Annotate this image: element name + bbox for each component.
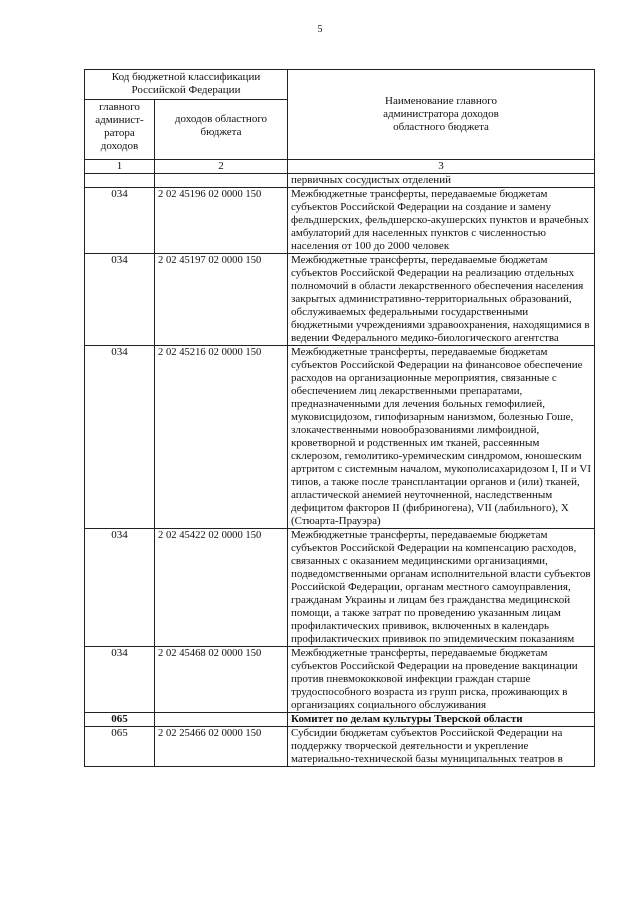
- table-row: [85, 188, 595, 254]
- admin-code: 034: [85, 346, 155, 529]
- table-row: [85, 254, 595, 346]
- committee-row: [85, 713, 595, 727]
- header-name-text: Наименование главного администратора доходов областного бюджета: [383, 95, 499, 133]
- header-row-numbers: [85, 160, 595, 174]
- budget-classification-table: [84, 69, 595, 767]
- table-row: [85, 346, 595, 529]
- header-admin: главного админист-ратора доходов: [85, 100, 155, 160]
- description: Субсидии бюджетам субъектов Российской Федерации на поддержку творческой деятельности и укрепление материально-технической базы муниципальных театров в: [288, 727, 595, 767]
- col-number-1: 1: [85, 160, 155, 174]
- kbk-code: 2 02 45196 02 0000 150: [155, 188, 288, 254]
- kbk-code: [155, 713, 288, 727]
- kbk-code: 2 02 45468 02 0000 150: [155, 647, 288, 713]
- description: Межбюджетные трансферты, передаваемые бюджетам субъектов Российской Федерации на проведение вакцинации против пневмококковой инфекции граждан старше трудоспособного возраста из групп риска, проживающих в организациях социального обслуживания: [288, 647, 595, 713]
- col-number-2: 2: [155, 160, 288, 174]
- kbk-code: 2 02 45197 02 0000 150: [155, 254, 288, 346]
- col-number-3: 3: [288, 160, 595, 174]
- description: Межбюджетные трансферты, передаваемые бюджетам субъектов Российской Федерации на компенсацию расходов, связанных с оказанием медицинскими организациями, подведомственными органам исполнительной власти субъектов Российской Федерации, органам местного самоуправления, гражданам Украины и лицам без гражданства медицинской помощи, а также затрат по проведению указанным лицам профилактических прививок, включенных в календарь профилактических прививок по эпидемическим показаниям: [288, 529, 595, 647]
- description: Межбюджетные трансферты, передаваемые бюджетам субъектов Российской Федерации на финансовое обеспечение расходов на организационные мероприятия, связанные с обеспечением лиц лекарственными препаратами, предназначенными для лечения больных гемофилией, муковисцидозом, гипофизарным нанизмом, болезнью Гоше, злокачественными новообразованиями лимфоидной, кроветворной и родственных им тканей, рассеянным склерозом, гемолитико-уремическим синдромом, юношеским артритом с системным началом, мукополисахаридозом I, II и VI типов, а также после трансплантации органов и (или) тканей, апластической анемией неуточненной, наследственным дефицитом факторов II (фибриногена), VII (лабильного), X (Стюарта-Прауэра): [288, 346, 595, 529]
- description: Межбюджетные трансферты, передаваемые бюджетам субъектов Российской Федерации на реализацию отдельных полномочий в области лекарственного обеспечения населения закрытых административно-территориальных образований, обслуживаемых федеральными государственными бюджетными учреждениями здравоохранения, находящимися в ведении Федерального медико-биологического агентства: [288, 254, 595, 346]
- table-row: [85, 529, 595, 647]
- header-kbk-group: Код бюджетной классификации Российской Федерации: [85, 70, 288, 100]
- kbk-code: [155, 174, 288, 188]
- description: Межбюджетные трансферты, передаваемые бюджетам субъектов Российской Федерации на создание и замену фельдшерских, фельдшерско-акушерских пунктов и врачебных амбулаторий для населенных пунктов с численностью населения от 100 до 2000 человек: [288, 188, 595, 254]
- admin-code: 034: [85, 254, 155, 346]
- table-row: [85, 727, 595, 767]
- admin-code: [85, 174, 155, 188]
- admin-code: 034: [85, 647, 155, 713]
- page-number: 5: [317, 24, 323, 35]
- table-row: [85, 647, 595, 713]
- kbk-code: 2 02 25466 02 0000 150: [155, 727, 288, 767]
- header-name: [288, 70, 595, 160]
- header-income-text: доходов областного бюджета: [174, 113, 268, 138]
- kbk-code: 2 02 45422 02 0000 150: [155, 529, 288, 647]
- kbk-code: 2 02 45216 02 0000 150: [155, 346, 288, 529]
- header-income: [155, 100, 288, 160]
- description: первичных сосудистых отделений: [288, 174, 595, 188]
- admin-code: 034: [85, 529, 155, 647]
- admin-code: 065: [85, 727, 155, 767]
- admin-code: 034: [85, 188, 155, 254]
- header-row-group: [85, 70, 595, 100]
- admin-code: 065: [85, 713, 155, 727]
- table-row: [85, 174, 595, 188]
- committee-name: Комитет по делам культуры Тверской области: [288, 713, 595, 727]
